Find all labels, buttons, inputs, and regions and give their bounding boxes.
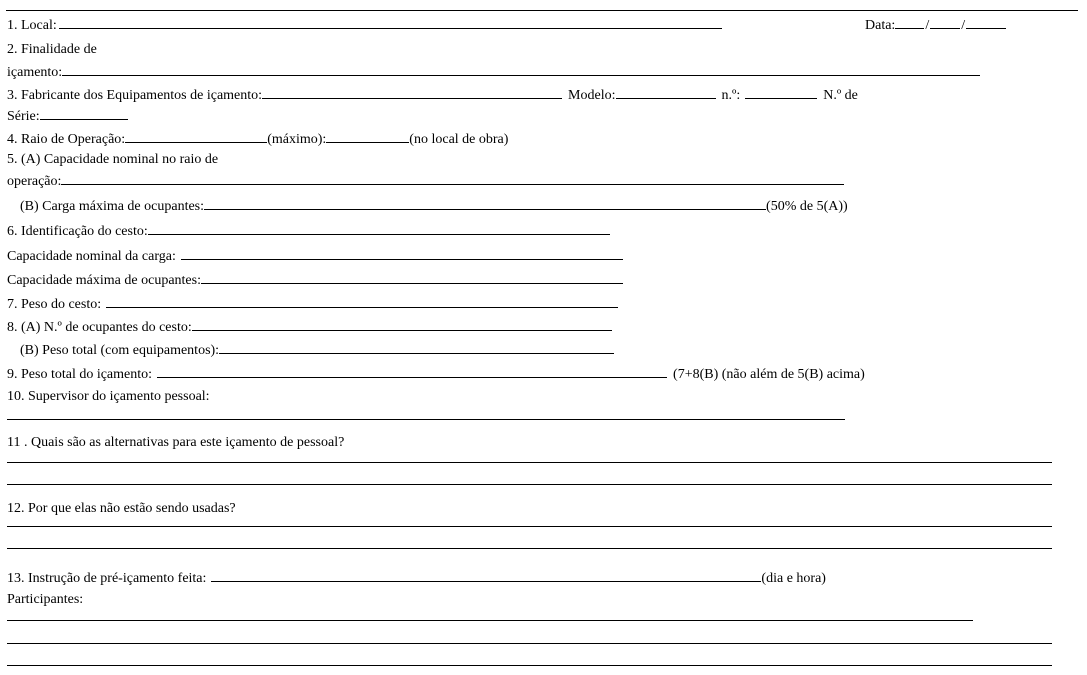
row-peso-total-equip bbox=[7, 340, 614, 359]
finalidade-label: 2. Finalidade de bbox=[7, 42, 97, 57]
operacao-label: operação: bbox=[7, 174, 62, 189]
capacidade-maxima-ocupantes-blank[interactable] bbox=[201, 270, 623, 284]
serie-blank[interactable] bbox=[40, 106, 128, 120]
modelo-blank[interactable] bbox=[616, 85, 716, 99]
peso-total-equip-label: (B) Peso total (com equipamentos): bbox=[20, 343, 220, 358]
identificacao-cesto-label: 6. Identificação do cesto: bbox=[7, 224, 148, 239]
finalidade-blank[interactable] bbox=[62, 62, 980, 76]
row-capacidade-line2 bbox=[7, 171, 844, 190]
date-separator: / bbox=[925, 18, 930, 33]
numero-label: n.º: bbox=[721, 88, 741, 103]
row-capacidade-line1 bbox=[7, 151, 218, 168]
capacidade-nominal-blank[interactable] bbox=[61, 171, 844, 185]
numero-serie-label: N.º de bbox=[823, 88, 858, 103]
participantes-answer-line-2[interactable] bbox=[7, 643, 1052, 644]
identificacao-cesto-blank[interactable] bbox=[148, 221, 610, 235]
peso-total-icamento-label: 9. Peso total do içamento: bbox=[7, 367, 153, 382]
date-day-blank[interactable] bbox=[895, 15, 924, 29]
local-label: 1. Local: bbox=[7, 18, 57, 33]
row-ocupantes-cesto bbox=[7, 317, 612, 336]
ocupantes-cesto-blank[interactable] bbox=[192, 317, 612, 331]
row-finalidade-line1 bbox=[7, 41, 97, 58]
numero-blank[interactable] bbox=[745, 85, 817, 99]
participantes-answer-line-3[interactable] bbox=[7, 665, 1052, 666]
maximo-label: (máximo): bbox=[267, 132, 327, 147]
date-separator: / bbox=[961, 18, 966, 33]
row-local bbox=[7, 15, 722, 34]
fabricante-label: 3. Fabricante dos Equipamentos de içamento: bbox=[7, 88, 263, 103]
row-identificacao-cesto bbox=[7, 221, 610, 240]
local-obra-label: (no local de obra) bbox=[409, 132, 509, 147]
row-fabricante bbox=[7, 85, 858, 104]
nao-usadas-answer-line-1[interactable] bbox=[7, 526, 1052, 527]
alternativas-answer-line-1[interactable] bbox=[7, 462, 1052, 463]
capacidade-nominal-raio-label: 5. (A) Capacidade nominal no raio de bbox=[7, 152, 219, 167]
row-participantes bbox=[7, 591, 83, 608]
date-label: Data: bbox=[865, 18, 896, 33]
row-carga-maxima bbox=[7, 196, 848, 215]
supervisor-answer-line[interactable] bbox=[7, 419, 845, 420]
row-peso-total-icamento bbox=[7, 364, 865, 383]
fabricante-blank[interactable] bbox=[262, 85, 562, 99]
icamento-label: içamento: bbox=[7, 65, 63, 80]
row-nao-usadas bbox=[7, 500, 236, 517]
row-instrucao bbox=[7, 568, 826, 587]
capacidade-maxima-ocupantes-label: Capacidade máxima de ocupantes: bbox=[7, 273, 201, 288]
capacidade-nominal-carga-label: Capacidade nominal da carga: bbox=[7, 249, 176, 264]
nao-usadas-answer-line-2[interactable] bbox=[7, 548, 1052, 549]
nao-usadas-label: 12. Por que elas não estão sendo usadas? bbox=[7, 501, 236, 516]
peso-total-equip-blank[interactable] bbox=[219, 340, 614, 354]
raio-label: 4. Raio de Operação: bbox=[7, 132, 126, 147]
instrucao-suffix: (dia e hora) bbox=[761, 571, 826, 586]
row-capacidade-ocupantes bbox=[7, 270, 623, 289]
carga-maxima-label: (B) Carga máxima de ocupantes: bbox=[20, 199, 205, 214]
peso-cesto-label: 7. Peso do cesto: bbox=[7, 297, 102, 312]
row-raio bbox=[7, 129, 508, 148]
modelo-label: Modelo: bbox=[568, 88, 616, 103]
date-month-blank[interactable] bbox=[930, 15, 960, 29]
instrucao-label: 13. Instrução de pré-içamento feita: bbox=[7, 571, 207, 586]
row-capacidade-carga bbox=[7, 246, 623, 265]
alternativas-label: 11 . Quais são as alternativas para este içamento de pessoal? bbox=[7, 435, 345, 450]
serie-label: Série: bbox=[7, 109, 40, 124]
participantes-answer-line-1[interactable] bbox=[7, 620, 973, 621]
row-serie bbox=[7, 106, 128, 125]
ocupantes-cesto-label: 8. (A) N.º de ocupantes do cesto: bbox=[7, 320, 192, 335]
carga-maxima-blank[interactable] bbox=[204, 196, 766, 210]
participantes-label: Participantes: bbox=[7, 592, 84, 607]
row-supervisor bbox=[7, 388, 210, 405]
row-peso-cesto bbox=[7, 294, 618, 313]
peso-total-icamento-blank[interactable] bbox=[157, 364, 667, 378]
raio-maximo-blank[interactable] bbox=[125, 129, 267, 143]
peso-cesto-blank[interactable] bbox=[106, 294, 618, 308]
local-blank[interactable] bbox=[59, 15, 722, 29]
supervisor-label: 10. Supervisor do içamento pessoal: bbox=[7, 389, 210, 404]
capacidade-nominal-carga-blank[interactable] bbox=[181, 246, 623, 260]
row-date bbox=[865, 15, 1006, 34]
date-year-blank[interactable] bbox=[966, 15, 1006, 29]
row-finalidade-line2 bbox=[7, 62, 980, 81]
top-rule bbox=[6, 10, 1078, 11]
raio-obra-blank[interactable] bbox=[326, 129, 409, 143]
instrucao-blank[interactable] bbox=[211, 568, 761, 582]
alternativas-answer-line-2[interactable] bbox=[7, 484, 1052, 485]
row-alternativas bbox=[7, 434, 344, 451]
carga-maxima-suffix: (50% de 5(A)) bbox=[766, 199, 848, 214]
peso-total-icamento-suffix: (7+8(B) (não além de 5(B) acima) bbox=[673, 367, 865, 382]
